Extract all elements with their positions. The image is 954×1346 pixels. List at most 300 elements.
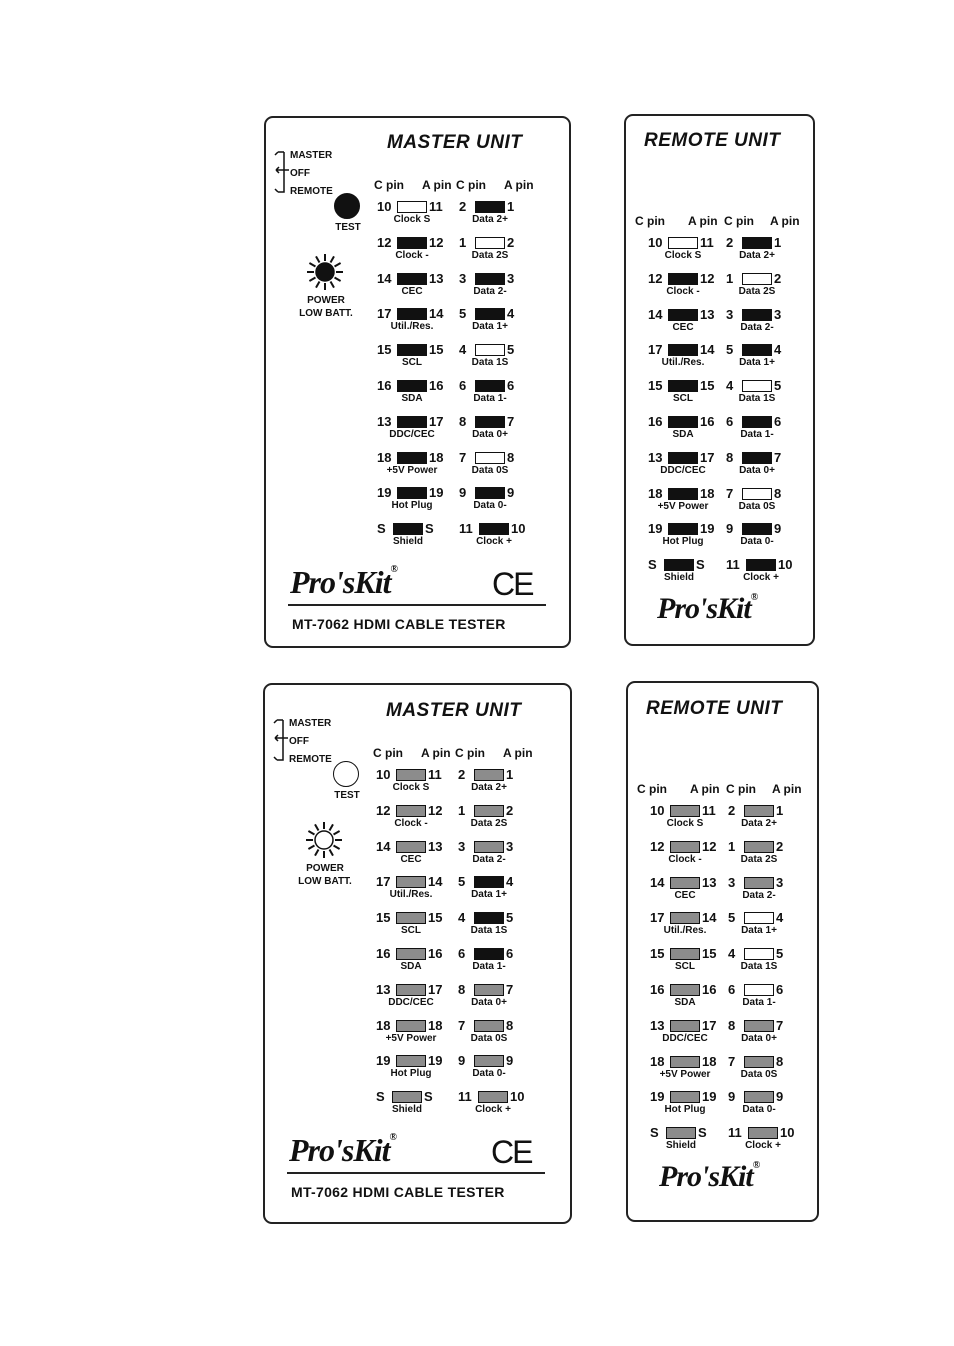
c-pin-number: 8 xyxy=(458,981,466,997)
led-indicator xyxy=(396,912,426,924)
switch-master-label: MASTER xyxy=(290,150,333,161)
pin-signal-label: Data 0- xyxy=(742,1104,776,1116)
c-pin-number: 5 xyxy=(728,910,736,926)
pin-row-p2-right-7 xyxy=(726,487,896,519)
led-indicator xyxy=(744,1091,774,1103)
led-indicator xyxy=(474,1055,504,1067)
a-pin-number: 7 xyxy=(774,449,782,465)
led-indicator xyxy=(396,1055,426,1067)
led-indicator xyxy=(744,912,774,924)
pin-row-p2-right-9 xyxy=(726,558,896,590)
pin-signal-label: DDC/CEC xyxy=(388,996,434,1008)
pin-signal-label: Data 0+ xyxy=(739,464,775,476)
c-pin-number: 7 xyxy=(458,1017,466,1033)
c-pin-number: 15 xyxy=(377,342,392,358)
c-pin-number: 2 xyxy=(458,767,466,782)
a-pin-number: 5 xyxy=(776,946,784,962)
c-pin-header-right: C pin xyxy=(726,782,756,796)
a-pin-number: 2 xyxy=(774,270,782,286)
a-pin-number: 11 xyxy=(429,199,443,214)
led-indicator xyxy=(670,805,700,817)
led-indicator xyxy=(666,1127,696,1139)
pin-signal-label: Data 2S xyxy=(470,817,508,829)
a-pin-number: S xyxy=(424,1089,433,1105)
pin-signal-label: SDA xyxy=(400,961,422,972)
led-indicator xyxy=(397,344,427,356)
a-pin-number: 1 xyxy=(776,803,784,818)
master-unit-title: MASTER UNIT xyxy=(387,132,523,153)
c-pin-number: 10 xyxy=(377,199,392,214)
a-pin-number: 7 xyxy=(507,413,515,429)
c-pin-number: 2 xyxy=(728,803,736,818)
led-indicator xyxy=(748,1127,778,1139)
led-indicator xyxy=(397,487,427,499)
a-pin-number: 15 xyxy=(429,342,444,358)
remote-unit-title: REMOTE UNIT xyxy=(646,698,783,719)
led-indicator xyxy=(474,841,504,853)
led-indicator xyxy=(668,344,698,356)
a-pin-number: 19 xyxy=(429,485,444,501)
pin-row-p3-right-8 xyxy=(458,1054,628,1086)
a-pin-number: 18 xyxy=(700,485,715,501)
c-pin-number: 13 xyxy=(650,1017,665,1033)
a-pin-number: 19 xyxy=(700,521,715,537)
switch-master-label: MASTER xyxy=(289,718,332,729)
c-pin-number: 17 xyxy=(650,910,665,926)
model-label: MT-7062 HDMI CABLE TESTER xyxy=(292,616,506,632)
led-indicator xyxy=(668,380,698,392)
a-pin-number: 14 xyxy=(700,342,715,358)
a-pin-number: 17 xyxy=(428,981,443,997)
c-pin-number: 5 xyxy=(726,342,734,358)
led-indicator xyxy=(668,273,698,285)
pin-signal-label: SDA xyxy=(401,393,423,404)
pin-row-p3-right-2 xyxy=(458,840,628,872)
pin-row-p3-right-9 xyxy=(458,1090,628,1122)
led-indicator xyxy=(475,380,505,392)
pin-signal-label: Data 1S xyxy=(471,357,509,369)
pin-signal-label: Data 0S xyxy=(738,500,776,512)
pin-row-p3-right-5 xyxy=(458,947,628,979)
pin-row-p3-right-6 xyxy=(458,983,628,1015)
led-indicator xyxy=(475,416,505,428)
pin-signal-label: SCL xyxy=(673,393,693,405)
a-pin-number: 14 xyxy=(429,306,444,322)
master-unit-title: MASTER UNIT xyxy=(386,700,522,721)
c-pin-number: 9 xyxy=(728,1089,736,1105)
c-pin-number: 3 xyxy=(728,874,736,890)
a-pin-number: 9 xyxy=(776,1089,784,1105)
c-pin-number: S xyxy=(648,557,657,573)
led-indicator xyxy=(475,487,505,499)
pin-signal-label: Clock + xyxy=(476,536,512,548)
c-pin-number: 4 xyxy=(728,946,736,962)
c-pin-number: 2 xyxy=(459,199,467,214)
a-pin-number: 19 xyxy=(702,1089,717,1105)
pin-signal-label: Data 0- xyxy=(472,1068,506,1080)
c-pin-header-right: C pin xyxy=(456,178,486,192)
proskit-logo: Pro'sKit® xyxy=(290,564,397,600)
c-pin-number: 4 xyxy=(459,342,467,358)
a-pin-number: 8 xyxy=(507,449,515,465)
led-indicator xyxy=(744,1056,774,1068)
led-indicator xyxy=(744,841,774,853)
pin-signal-label: SCL xyxy=(402,357,422,369)
c-pin-number: 7 xyxy=(728,1053,736,1069)
a-pin-number: 18 xyxy=(702,1053,717,1069)
c-pin-number: 8 xyxy=(726,449,734,465)
pin-row-p1-right-8 xyxy=(459,486,629,518)
mode-switch-icon xyxy=(272,148,292,198)
a-pin-number: 2 xyxy=(506,802,514,818)
pin-row-p1-right-9 xyxy=(459,522,629,554)
proskit-logo: Pro'sKit® xyxy=(659,1160,760,1193)
pin-row-p2-right-4 xyxy=(726,379,896,411)
c-pin-number: 7 xyxy=(726,485,734,501)
c-pin-number: 18 xyxy=(648,485,663,501)
pin-row-p2-right-3 xyxy=(726,343,896,375)
test-button[interactable] xyxy=(334,193,360,219)
pin-signal-label: Data 2- xyxy=(472,853,506,865)
a-pin-number: 9 xyxy=(774,521,782,537)
registered-mark: ® xyxy=(752,1160,760,1171)
led-indicator xyxy=(396,948,426,960)
switch-remote-label: REMOTE xyxy=(289,754,332,765)
pin-signal-label: Clock S xyxy=(666,818,704,829)
led-indicator xyxy=(393,523,423,535)
pin-signal-label: DDC/CEC xyxy=(660,464,706,476)
pin-signal-label: Clock - xyxy=(394,817,428,829)
a-pin-number: 8 xyxy=(774,485,782,501)
c-pin-number: 12 xyxy=(376,802,391,818)
pin-signal-label: Util./Res. xyxy=(663,925,707,937)
pin-signal-label: +5V Power xyxy=(385,1032,437,1044)
c-pin-number: 9 xyxy=(459,485,467,501)
c-pin-number: 1 xyxy=(728,838,736,854)
a-pin-number: 1 xyxy=(774,235,782,250)
switch-remote-label: REMOTE xyxy=(290,186,333,197)
led-indicator xyxy=(670,1020,700,1032)
a-pin-number: 6 xyxy=(776,982,784,997)
a-pin-number: 14 xyxy=(428,874,443,890)
led-indicator xyxy=(742,273,772,285)
led-indicator xyxy=(474,876,504,888)
c-pin-number: 10 xyxy=(648,235,663,250)
pin-signal-label: Clock + xyxy=(475,1104,511,1116)
led-indicator xyxy=(744,805,774,817)
a-pin-number: 4 xyxy=(507,306,515,322)
c-pin-number: 17 xyxy=(377,306,392,322)
pin-signal-label: +5V Power xyxy=(657,500,709,512)
test-label: TEST xyxy=(334,790,360,801)
c-pin-number: 11 xyxy=(459,521,473,537)
led-indicator xyxy=(396,984,426,996)
proskit-logo: Pro'sKit® xyxy=(657,592,758,625)
led-indicator xyxy=(397,452,427,464)
a-pin-number: 15 xyxy=(702,946,717,962)
c-pin-number: 6 xyxy=(728,982,736,997)
led-indicator xyxy=(475,273,505,285)
pin-signal-label: Hot Plug xyxy=(664,1104,706,1116)
pin-signal-label: Data 2+ xyxy=(471,782,507,793)
pin-signal-label: Data 0+ xyxy=(741,1032,777,1044)
a-pin-number: 11 xyxy=(702,803,716,818)
a-pin-number: 13 xyxy=(428,838,443,854)
pin-signal-label: Data 0+ xyxy=(471,996,507,1008)
led-indicator xyxy=(742,380,772,392)
a-pin-number: 10 xyxy=(780,1125,795,1141)
c-pin-header-right: C pin xyxy=(455,746,485,760)
led-indicator xyxy=(670,948,700,960)
a-pin-header-right: A pin xyxy=(503,746,533,760)
c-pin-number: 15 xyxy=(376,910,391,926)
a-pin-number: 10 xyxy=(778,557,793,573)
a-pin-number: S xyxy=(425,521,434,537)
c-pin-number: 1 xyxy=(726,270,734,286)
a-pin-number: 4 xyxy=(506,874,514,890)
led-indicator xyxy=(668,488,698,500)
c-pin-number: 9 xyxy=(726,521,734,537)
c-pin-number: 17 xyxy=(648,342,663,358)
registered-mark: ® xyxy=(750,592,758,603)
a-pin-number: 15 xyxy=(700,378,715,394)
pin-signal-label: CEC xyxy=(400,853,422,865)
led-indicator xyxy=(475,452,505,464)
power-led-icon xyxy=(304,820,344,860)
pin-signal-label: Data 0- xyxy=(740,536,774,548)
c-pin-number: 2 xyxy=(726,235,734,250)
c-pin-header-left: C pin xyxy=(635,214,665,228)
pin-row-p2-right-6 xyxy=(726,451,896,483)
pin-signal-label: Data 2S xyxy=(738,285,776,297)
a-pin-header-right: A pin xyxy=(772,782,802,796)
proskit-logo: Pro'sKit® xyxy=(289,1132,396,1168)
test-button[interactable] xyxy=(333,761,359,787)
c-pin-number: 10 xyxy=(376,767,391,782)
pin-row-p2-right-8 xyxy=(726,522,896,554)
a-pin-number: 11 xyxy=(428,767,442,782)
a-pin-number: 3 xyxy=(506,838,514,854)
a-pin-number: 12 xyxy=(428,802,443,818)
pin-signal-label: Data 1+ xyxy=(471,889,507,901)
led-indicator xyxy=(479,523,509,535)
a-pin-number: 5 xyxy=(506,910,514,926)
c-pin-number: 3 xyxy=(459,270,467,286)
pin-signal-label: Clock + xyxy=(745,1140,781,1152)
a-pin-number: 3 xyxy=(776,874,784,890)
led-indicator xyxy=(396,1020,426,1032)
pin-signal-label: DDC/CEC xyxy=(662,1032,708,1044)
pin-row-p2-right-1 xyxy=(726,272,896,304)
pin-row-p4-right-4 xyxy=(728,947,898,979)
led-indicator xyxy=(742,523,772,535)
pin-signal-label: Clock - xyxy=(668,853,702,865)
registered-mark: ® xyxy=(389,1132,396,1143)
a-pin-number: 8 xyxy=(506,1017,514,1033)
pin-signal-label: Data 0S xyxy=(740,1068,778,1080)
pin-signal-label: Shield xyxy=(665,1140,696,1152)
pin-signal-label: SDA xyxy=(672,429,694,440)
pin-row-p2-right-0 xyxy=(726,236,896,268)
c-pin-number: 1 xyxy=(458,802,466,818)
pin-row-p1-right-2 xyxy=(459,272,629,304)
c-pin-number: 18 xyxy=(650,1053,665,1069)
pin-row-p3-right-3 xyxy=(458,875,628,907)
a-pin-number: S xyxy=(698,1125,707,1141)
pin-signal-label: Data 2+ xyxy=(739,250,775,261)
c-pin-number: 7 xyxy=(459,449,467,465)
a-pin-header-right: A pin xyxy=(770,214,800,228)
led-indicator xyxy=(474,805,504,817)
pin-row-p4-right-3 xyxy=(728,911,898,943)
pin-signal-label: Data 2- xyxy=(473,285,507,297)
c-pin-number: 19 xyxy=(377,485,392,501)
pin-signal-label: Data 0S xyxy=(471,464,509,476)
a-pin-number: 19 xyxy=(428,1053,443,1069)
a-pin-number: 10 xyxy=(510,1089,525,1105)
led-indicator xyxy=(474,912,504,924)
remote-unit-title: REMOTE UNIT xyxy=(644,130,781,151)
pin-signal-label: SCL xyxy=(401,925,421,937)
c-pin-number: 15 xyxy=(648,378,663,394)
pin-signal-label: CEC xyxy=(401,285,423,297)
pin-signal-label: +5V Power xyxy=(659,1068,711,1080)
c-pin-number: 11 xyxy=(728,1125,742,1141)
c-pin-number: 14 xyxy=(376,838,391,854)
led-indicator xyxy=(474,1020,504,1032)
pin-signal-label: Data 2+ xyxy=(741,818,777,829)
pin-signal-label: Clock - xyxy=(666,285,700,297)
c-pin-number: 16 xyxy=(648,414,663,429)
pin-row-p1-right-6 xyxy=(459,415,629,447)
low-batt-label: LOW BATT. xyxy=(299,308,353,319)
led-indicator xyxy=(668,523,698,535)
led-indicator xyxy=(742,416,772,428)
pin-signal-label: Clock - xyxy=(395,249,429,261)
pin-signal-label: Data 1- xyxy=(742,997,776,1008)
a-pin-number: 1 xyxy=(507,199,515,214)
a-pin-number: 9 xyxy=(507,485,515,501)
test-label: TEST xyxy=(335,222,361,233)
pin-row-p1-right-5 xyxy=(459,379,629,411)
c-pin-number: 19 xyxy=(648,521,663,537)
c-pin-number: 16 xyxy=(376,946,391,961)
c-pin-number: 3 xyxy=(458,838,466,854)
led-indicator xyxy=(478,1091,508,1103)
a-pin-number: 9 xyxy=(506,1053,514,1069)
a-pin-number: 13 xyxy=(429,270,444,286)
a-pin-number: 2 xyxy=(507,234,515,250)
led-indicator xyxy=(475,201,505,213)
pin-signal-label: DDC/CEC xyxy=(389,428,435,440)
c-pin-number: 12 xyxy=(377,234,392,250)
pin-signal-label: Util./Res. xyxy=(390,321,434,333)
pin-signal-label: Util./Res. xyxy=(661,357,705,369)
led-indicator xyxy=(668,237,698,249)
c-pin-number: S xyxy=(650,1125,659,1141)
led-indicator xyxy=(742,309,772,321)
model-label: MT-7062 HDMI CABLE TESTER xyxy=(291,1184,505,1200)
c-pin-number: 16 xyxy=(650,982,665,997)
a-pin-number: 3 xyxy=(774,306,782,322)
registered-mark: ® xyxy=(390,564,397,575)
pin-row-p1-right-0 xyxy=(459,200,629,232)
a-pin-number: 7 xyxy=(506,981,514,997)
a-pin-number: 14 xyxy=(702,910,717,926)
a-pin-number: 4 xyxy=(776,910,784,926)
pin-signal-label: Data 2- xyxy=(740,321,774,333)
pin-signal-label: Clock S xyxy=(392,782,430,793)
pin-row-p2-right-2 xyxy=(726,308,896,340)
led-indicator xyxy=(475,344,505,356)
pin-signal-label: Data 2S xyxy=(740,853,778,865)
led-indicator xyxy=(668,309,698,321)
pin-row-p3-right-7 xyxy=(458,1019,628,1051)
led-indicator xyxy=(742,237,772,249)
pin-signal-label: +5V Power xyxy=(386,464,438,476)
a-pin-number: 18 xyxy=(429,449,444,465)
a-pin-number: 13 xyxy=(700,306,715,322)
ce-mark: CE xyxy=(491,1134,532,1170)
led-indicator xyxy=(668,416,698,428)
pin-row-p4-right-0 xyxy=(728,804,898,836)
c-pin-number: 1 xyxy=(459,234,467,250)
c-pin-number: 5 xyxy=(458,874,466,890)
c-pin-header-left: C pin xyxy=(374,178,404,192)
pin-signal-label: Data 1S xyxy=(740,961,778,973)
c-pin-header-left: C pin xyxy=(373,746,403,760)
c-pin-number: 6 xyxy=(458,946,466,961)
led-indicator xyxy=(397,201,427,213)
a-pin-number: 17 xyxy=(700,449,715,465)
led-indicator xyxy=(396,805,426,817)
c-pin-number: 18 xyxy=(377,449,392,465)
pin-row-p3-right-0 xyxy=(458,768,628,800)
pin-row-p1-right-1 xyxy=(459,236,629,268)
c-pin-number: 5 xyxy=(459,306,467,322)
a-pin-header-left: A pin xyxy=(690,782,720,796)
pin-row-p4-right-1 xyxy=(728,840,898,872)
a-pin-number: 6 xyxy=(774,414,782,429)
led-indicator xyxy=(742,488,772,500)
pin-signal-label: Data 1+ xyxy=(739,357,775,369)
c-pin-number: 19 xyxy=(650,1089,665,1105)
c-pin-number: 6 xyxy=(726,414,734,429)
low-batt-label: LOW BATT. xyxy=(298,876,352,887)
led-indicator xyxy=(746,559,776,571)
led-indicator xyxy=(474,984,504,996)
a-pin-header-right: A pin xyxy=(504,178,534,192)
c-pin-number: 16 xyxy=(377,378,392,393)
led-indicator xyxy=(670,1091,700,1103)
c-pin-number: 10 xyxy=(650,803,665,818)
led-indicator xyxy=(397,416,427,428)
a-pin-number: 16 xyxy=(700,414,715,429)
pin-row-p2-right-5 xyxy=(726,415,896,447)
pin-signal-label: Data 1- xyxy=(473,393,507,404)
led-indicator xyxy=(397,273,427,285)
led-indicator xyxy=(397,308,427,320)
pin-signal-label: Data 2S xyxy=(471,249,509,261)
a-pin-number: 11 xyxy=(700,235,714,250)
a-pin-number: 2 xyxy=(776,838,784,854)
pin-signal-label: Data 1S xyxy=(470,925,508,937)
led-indicator xyxy=(744,877,774,889)
a-pin-number: 5 xyxy=(507,342,515,358)
led-indicator xyxy=(474,948,504,960)
pin-signal-label: Data 1+ xyxy=(472,321,508,333)
pin-signal-label: Data 2- xyxy=(742,889,776,901)
